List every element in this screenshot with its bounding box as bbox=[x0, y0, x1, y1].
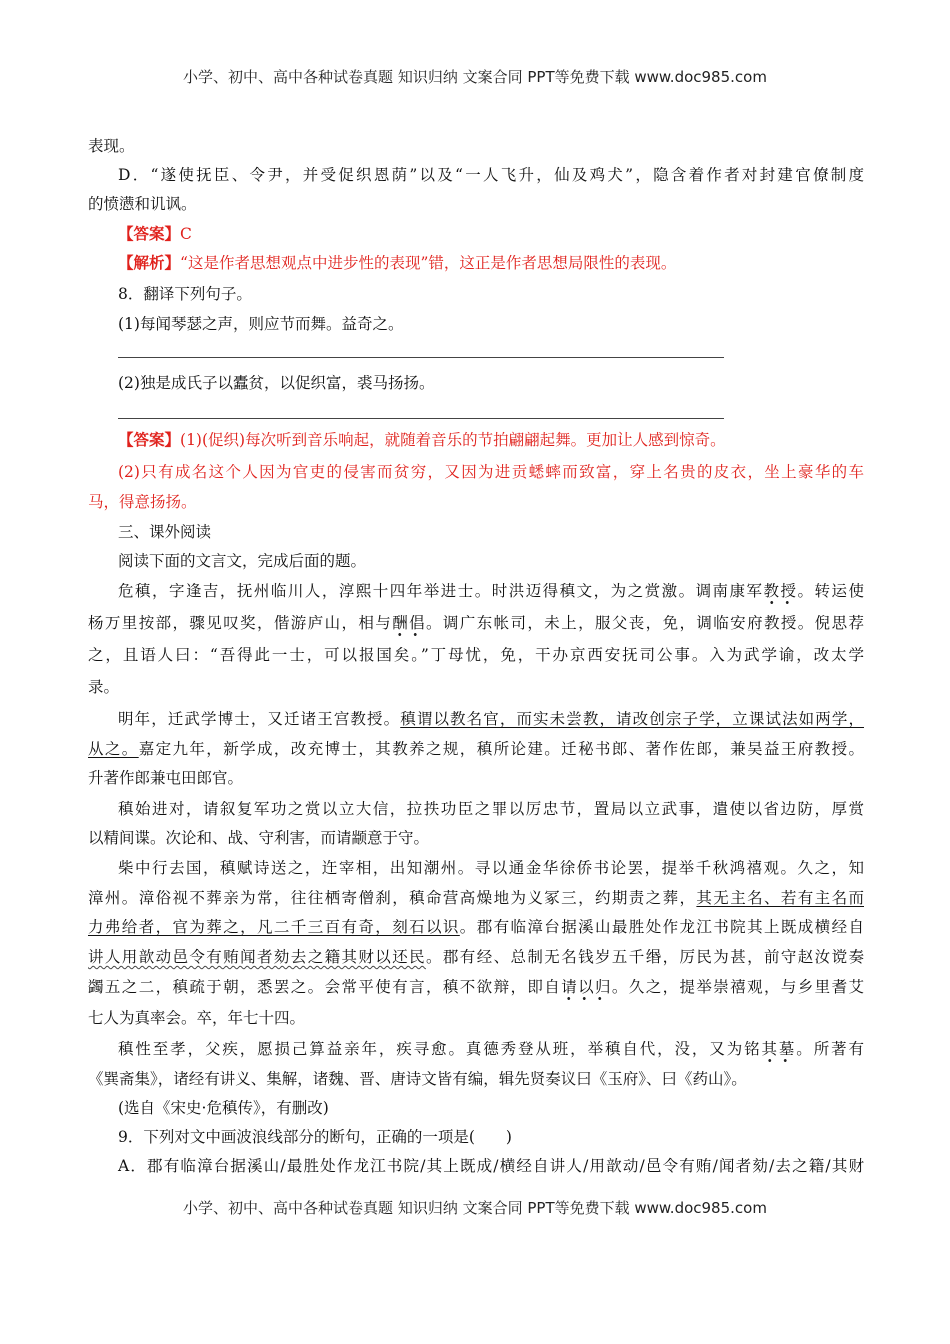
dotted-word: 其墓 bbox=[762, 1040, 797, 1063]
answer-2-line1: (2)只有成名这个人因为官吏的侵害而贫穷，又因为进贡蟋蟀而致富，穿上名贵的皮衣，坐上豪华的车 bbox=[118, 463, 864, 481]
passage-line: 七人为真率会。卒，年七十四。 bbox=[88, 1009, 306, 1027]
answer-label: 【答案】 bbox=[118, 430, 181, 449]
answer-1-text: (1)(促织)每次听到音乐响起，就随着音乐的节拍翩翩起舞。更加让人感到惊奇。 bbox=[180, 431, 726, 449]
question-8-prompt: 8．翻译下列句子。 bbox=[118, 285, 252, 303]
underlined-sentence: 力弗给者，官为葬之，凡二千三百有奇，刻石以识 bbox=[88, 918, 460, 936]
passage-line bbox=[118, 581, 864, 601]
passage-line: 稹始进对，请叙复军功之赏以立大信，拉抶功臣之罪以厉忠节，置局以立武事，遣使以省边防，厚赏 bbox=[118, 800, 864, 818]
passage-line bbox=[118, 1039, 864, 1059]
analysis-label: 【解析】 bbox=[118, 253, 181, 272]
underlined-sentence: 其无主名、若有主名而 bbox=[696, 889, 864, 907]
answer-line bbox=[118, 224, 864, 244]
page-header: 小学、初中、高中各种试卷真题 知识归纳 文案合同 PPT等免费下载 www.doc985.com bbox=[183, 68, 767, 86]
dotted-word: 请以归 bbox=[561, 978, 612, 1001]
analysis-line bbox=[118, 253, 864, 273]
passage-text: 稹性至孝，父疾，愿损己算益亲年，疾寻愈。真德秀登从班，举稹自代，没，又为铭 bbox=[118, 1040, 762, 1058]
answer-1-line bbox=[118, 430, 864, 450]
page-footer: 小学、初中、高中各种试卷真题 知识归纳 文案合同 PPT等免费下载 www.doc985.com bbox=[183, 1199, 767, 1217]
passage-line bbox=[118, 709, 864, 729]
passage-line: 之，且语人曰：“吾得此一士，可以报国矣。”丁母忧，免，干办京西安抚司公事。入为武学谕，改太学 bbox=[88, 646, 864, 664]
passage-text: 。久之，提举崇禧观，与乡里耆艾 bbox=[611, 978, 864, 996]
passage-text: 危稹，字逢吉，抚州临川人，淳熙十四年举进士。时洪迈得稹文，为之赏激。调南康军 bbox=[118, 582, 764, 600]
section-title: 三、课外阅读 bbox=[118, 523, 212, 541]
passage-line bbox=[88, 917, 864, 937]
question-9-prompt: 9．下列对文中画波浪线部分的断句，正确的一项是( ) bbox=[118, 1128, 512, 1146]
passage-text: 。郡有临漳台据溪山最胜处作龙江书院其上既成横经自 bbox=[459, 918, 864, 936]
passage-text: 。郡有经、总制无名钱岁五千缗，厉民为甚，前守赵汝谠奏 bbox=[426, 948, 864, 966]
underlined-sentence: 从之。 bbox=[88, 740, 139, 758]
answer-tail-text: 表现。 bbox=[88, 137, 135, 155]
answer-blank-2[interactable] bbox=[118, 418, 724, 419]
passage-source: (选自《宋史·危稹传》，有删改) bbox=[118, 1099, 329, 1117]
passage-line bbox=[88, 977, 864, 997]
option-a: A．郡有临漳台据溪山/最胜处作龙江书院/其上既成/横经自讲人/用歆动/邑令有贿/闻者劾/去之籍/其财 bbox=[118, 1157, 864, 1175]
answer-value: C bbox=[180, 225, 192, 243]
dotted-word: 酬倡 bbox=[392, 614, 426, 637]
wavy-underlined-text: 讲人用歆动邑令有贿闻者劾去之籍其财以还民 bbox=[88, 948, 426, 966]
passage-line: 录。 bbox=[88, 678, 120, 696]
passage-line: 《巽斋集》，诸经有讲义、集解，诸魏、晋、唐诗文皆有编，辑先贤奏议曰《玉府》、曰《药山》。 bbox=[88, 1070, 747, 1088]
sentence-2: (2)独是成氏子以蠹贫，以促织富，裘马扬扬。 bbox=[118, 374, 435, 392]
passage-text: 漳州。漳俗视不葬亲为常，往往栖寄僧刹，稹命营高燥地为义冢三，约期责之葬， bbox=[88, 889, 697, 907]
passage-line: 以精间谍。次论和、战、守利害，而请颛意于守。 bbox=[88, 829, 430, 847]
passage-line bbox=[88, 888, 864, 908]
sentence-1: (1)每闻琴瑟之声，则应节而舞。益奇之。 bbox=[118, 315, 404, 333]
passage-text: 嘉定九年，新学成，改充博士，其教养之规，稹所论建。迁秘书郎、著作佐郎，兼吴益王府教授。 bbox=[138, 740, 864, 758]
passage-text: 。转运使 bbox=[797, 582, 864, 600]
passage-line bbox=[88, 613, 864, 633]
dotted-word: 教授 bbox=[764, 582, 798, 605]
passage-line bbox=[88, 947, 864, 967]
option-d-line2: 的愤懑和讥讽。 bbox=[88, 195, 197, 213]
passage-line: 柴中行去国，稹赋诗送之，迕宰相，出知潮州。寻以通金华徐侨书论罢，提举千秋鸿禧观。久之，知 bbox=[118, 859, 864, 877]
option-d-line1: D．“遂使抚臣、令尹，并受促织恩荫”以及“一人飞升，仙及鸡犬”，隐含着作者对封建官僚制度 bbox=[118, 166, 864, 184]
passage-text: 明年，迁武学博士，又迁诸王宫教授。 bbox=[118, 710, 401, 728]
section-instruction: 阅读下面的文言文，完成后面的题。 bbox=[118, 552, 367, 570]
passage-text: 杨万里按部，骤见叹奖，偕游庐山，相与 bbox=[88, 614, 393, 632]
underlined-sentence: 稹谓以教名官，而实未尝教，请改创宗子学，立课试法如两学， bbox=[400, 710, 864, 728]
analysis-text: “这是作者思想观点中进步性的表现”错，这正是作者思想局限性的表现。 bbox=[180, 254, 677, 272]
passage-line: 升著作郎兼屯田郎官。 bbox=[88, 769, 244, 787]
passage-text: 蠲五之二，稹疏于朝，悉罢之。会常平使有言，稹不欲辩，即自 bbox=[88, 978, 562, 996]
answer-2-line2: 马，得意扬扬。 bbox=[88, 493, 197, 511]
answer-label: 【答案】 bbox=[118, 224, 181, 243]
passage-text: 。调广东帐司，未上，服父丧，免，调临安府教授。倪思荐 bbox=[426, 614, 864, 632]
answer-blank-1[interactable] bbox=[118, 357, 724, 358]
passage-line bbox=[88, 739, 864, 759]
passage-text: 。所著有 bbox=[796, 1040, 864, 1058]
